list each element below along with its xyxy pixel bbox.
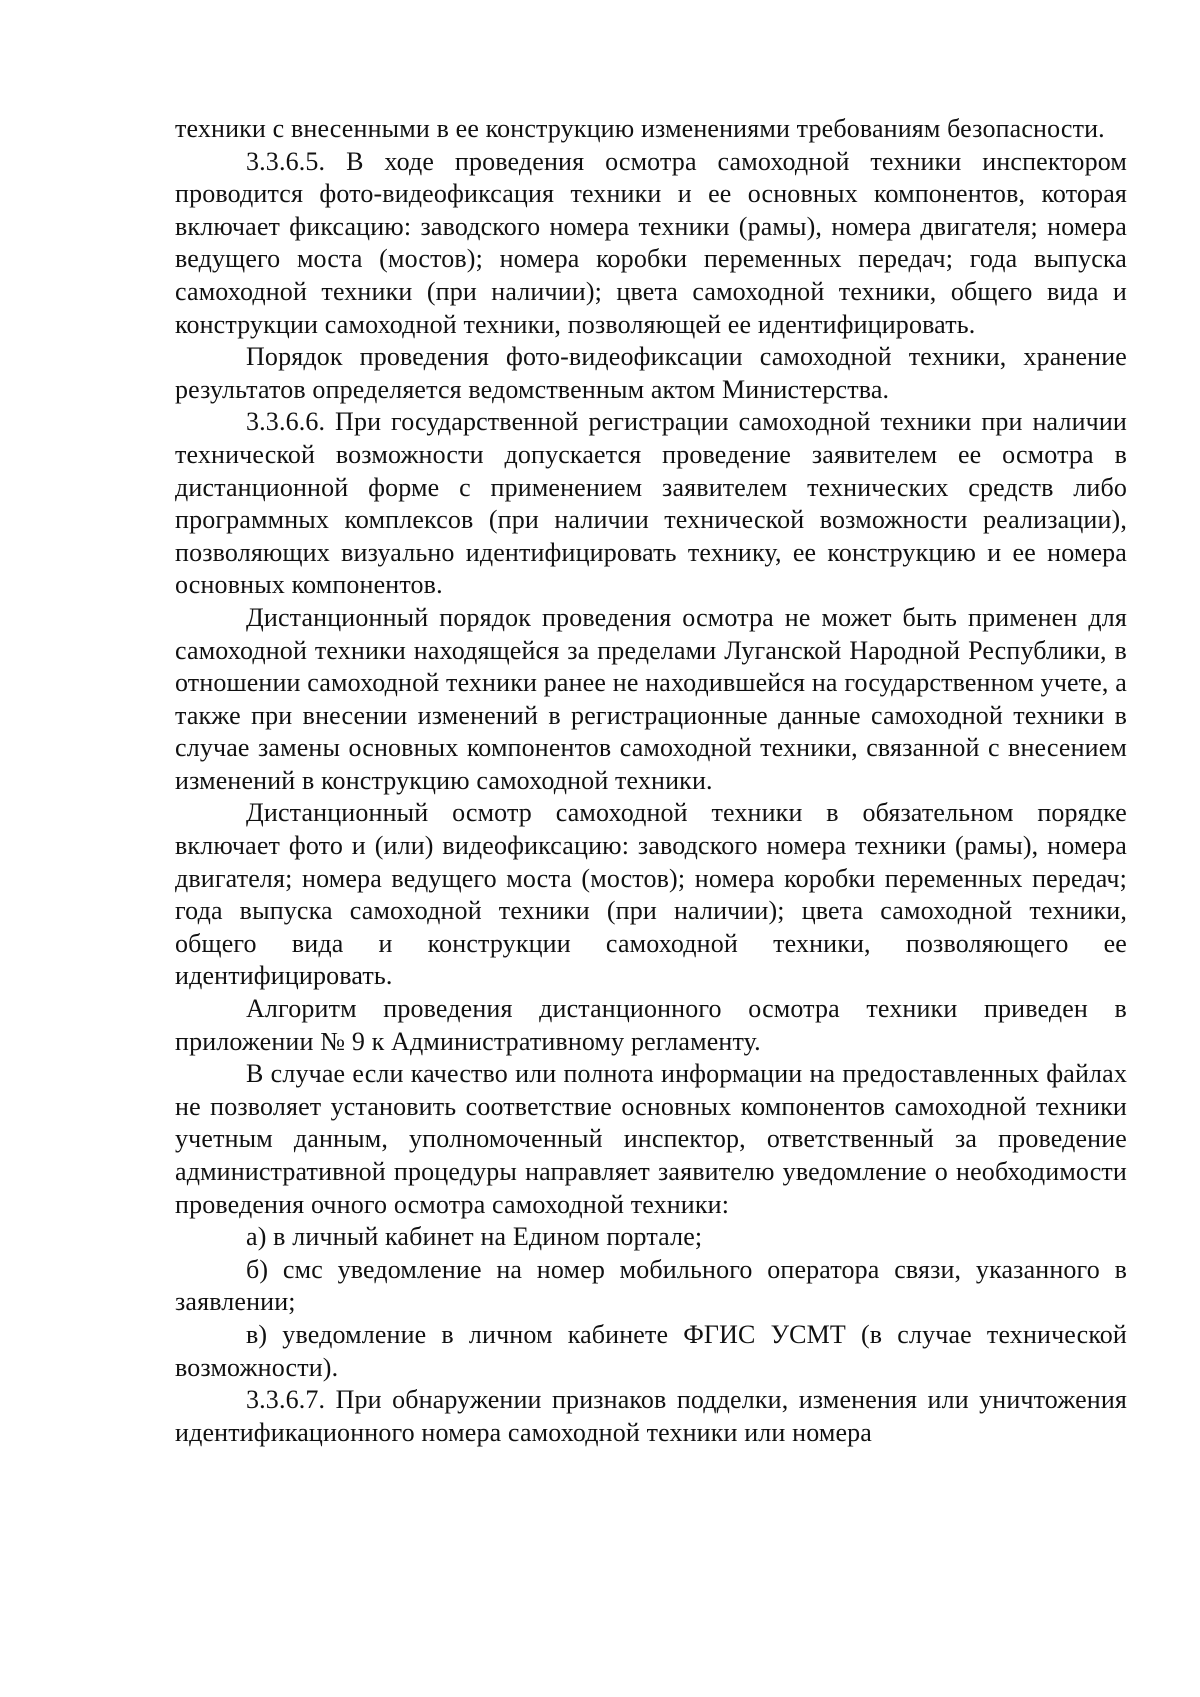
paragraph-insufficient-quality: В случае если качество или полнота информации на предоставленных файлах не позволяет установить соответствие основных компонентов самоходной техники учетным данным, уполномоченный инспектор, ответственный за проведение административной процедуры направляет заявителю уведомление о необходимости проведения очного осмотра самоходной техники: <box>175 1059 1127 1219</box>
list-item-a: а) в личный кабинет на Едином портале; <box>246 1222 703 1252</box>
list-item-b: б) смс уведомление на номер мобильного оператора связи, указанного в заявлении; <box>175 1254 1127 1317</box>
paragraph-photo-video-procedure: Порядок проведения фото-видеофиксации самоходной техники, хранение результатов определяется ведомственным актом Министерства. <box>175 342 1127 404</box>
paragraph-remote-inspection-contents: Дистанционный осмотр самоходной техники в обязательном порядке включает фото и (или) видеофиксацию: заводского номера техники (рамы), номера двигателя; номера ведущего моста (мостов); номера коробки переменных передач; года выпуска самоходной техники (при наличии); цвета самоходной техники, общего вида и конструкции самоходной техники, позволяющего ее идентифицировать. <box>175 798 1127 991</box>
list-item-v: в) уведомление в личном кабинете ФГИС УСМТ (в случае технической возможности). <box>175 1319 1127 1382</box>
paragraph-algorithm-reference: Алгоритм проведения дистанционного осмотра техники приведен в приложении № 9 к Административному регламенту. <box>175 994 1127 1056</box>
paragraph-remote-restrictions: Дистанционный порядок проведения осмотра не может быть применен для самоходной техники находящейся за пределами Луганской Народной Республики, в отношении самоходной техники ранее не находившейся на государственном учете, а также при внесении изменений в регистрационные данные самоходной техники в случае замены основных компонентов самоходной техники, связанной с внесением изменений в конструкцию самоходной техники. <box>175 602 1127 795</box>
paragraph-3-3-6-7: 3.3.6.7. При обнаружении признаков подделки, изменения или уничтожения идентификационного номера самоходной техники или номера <box>175 1385 1127 1447</box>
document-page <box>175 113 1127 1449</box>
paragraph-continuation: техники с внесенными в ее конструкцию изменениями требованиям безопасности. <box>175 114 1105 143</box>
paragraph-3-3-6-5: 3.3.6.5. В ходе проведения осмотра самоходной техники инспектором проводится фото-видеофиксация техники и ее основных компонентов, которая включает фиксацию: заводского номера техники (рамы), номера двигателя; номера ведущего моста (мостов); номера коробки переменных передач; года выпуска самоходной техники (при наличии); цвета самоходной техники, общего вида и конструкции самоходной техники, позволяющей ее идентифицировать. <box>175 146 1127 339</box>
paragraph-3-3-6-6: 3.3.6.6. При государственной регистрации самоходной техники при наличии технической возможности допускается проведение заявителем ее осмотра в дистанционной форме с применением заявителем технических средств либо программных комплексов (при наличии технической возможности реализации), позволяющих визуально идентифицировать технику, ее конструкцию и ее номера основных компонентов. <box>175 407 1127 600</box>
